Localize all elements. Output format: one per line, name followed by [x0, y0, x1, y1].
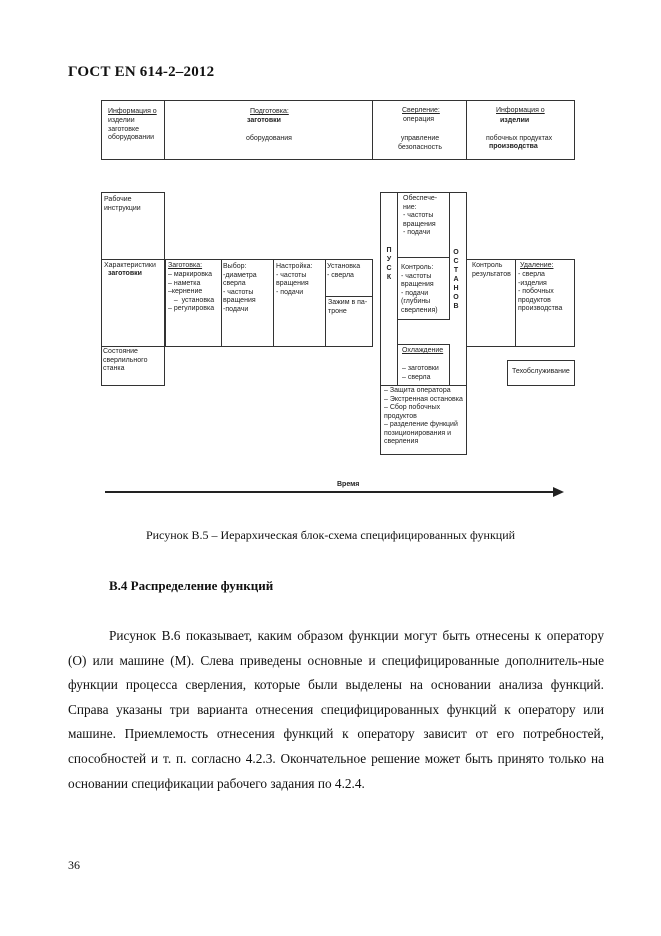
page-number: 36 — [68, 858, 80, 872]
clamp-text: Зажим в па- троне — [328, 299, 368, 315]
choice-text: Выбор: -диаметра сверла - частоты вращения -подачи — [223, 263, 257, 313]
time-axis-label: Время — [337, 481, 360, 488]
machine-state-text: Состояние сверлильного станка — [103, 348, 148, 372]
info-item-title: Информация о — [496, 107, 545, 114]
workpiece-char-title: Характеристики — [104, 262, 156, 269]
cooling-title: Охлаждение — [402, 347, 444, 354]
install-drill-text: Установка - сверла — [327, 263, 361, 279]
setup-text: Настройка: - частоты вращения - подачи — [276, 263, 313, 296]
removal-title: Удаление: — [520, 262, 554, 269]
time-axis-arrowhead — [553, 487, 564, 497]
drill-line1: операция — [403, 116, 435, 123]
body-paragraph — [68, 624, 604, 796]
prep-line2: оборудования — [246, 135, 292, 142]
removal-items: - сверла -изделия - побочных продуктов производства — [518, 271, 563, 312]
work-instructions-text: Рабочие инструкции — [104, 196, 141, 212]
prep-line1: заготовки — [247, 117, 281, 124]
time-axis-line — [105, 491, 555, 493]
page-header: ГОСТ EN 614-2–2012 — [68, 64, 215, 80]
blank-title: Заготовка: — [168, 262, 203, 269]
safety-list: – Защита оператора – Экстренная остановка – Сбор побочных продуктов – разделение функций позиционирования и сверления — [384, 387, 463, 445]
drill-line2: управление безопасность — [398, 135, 442, 151]
start-box — [380, 192, 398, 386]
workpiece-char-bold: заготовки — [108, 270, 142, 277]
blank-items: – маркировка – наметка –кернение – установка – регулировка — [168, 271, 215, 312]
info-item-line3: производства — [489, 143, 538, 150]
control-text: Контроль: - частоты вращения - подачи (глубины сверления) — [401, 264, 438, 314]
info-item-line2: побочных продуктах — [486, 135, 553, 142]
top-divider-2 — [372, 100, 373, 160]
info-product-lines: изделии заготовке оборудовании — [108, 117, 155, 141]
info-product-title: Информация о — [108, 108, 157, 115]
drill-title: Сверление: — [402, 107, 440, 114]
result-control-text: Контроль результатов — [472, 262, 511, 278]
paragraph-text: Рисунок В.6 показывает, каким образом функции могут быть отнесены к оператору (О) или машине (М). Слева приведены основные и специфицированные дополнитель-ные функции процесса сверления, которые были выделены на основании анализа функций. Справа указаны три варианта отнесения специфицированных функций к оператору или машине. Приемлемость отнесения функций к оператору зависит от его потребностей, способностей и т. п. согласно 4.2.3. Окончательное решение может быть принято только на основании спецификации рабочего задания по 4.2.4. — [68, 628, 604, 791]
figure-caption: Рисунок В.5 – Иерархическая блок-схема специфицированных функций — [145, 528, 516, 542]
cooling-items: – заготовки – сверла — [402, 365, 439, 381]
provide-text: Обеспече- ние: - частоты вращения - подачи — [403, 195, 438, 236]
stop-label: О С Т А Н О В — [453, 249, 459, 310]
start-label: П У С К — [386, 247, 392, 281]
top-divider-1 — [164, 100, 165, 160]
maintenance-text: Техобслуживание — [512, 368, 570, 375]
info-item-line1: изделии — [500, 117, 530, 124]
section-heading: В.4 Распределение функций — [109, 578, 274, 593]
top-divider-3 — [466, 100, 467, 160]
prep-title: Подготовка: — [250, 108, 289, 115]
